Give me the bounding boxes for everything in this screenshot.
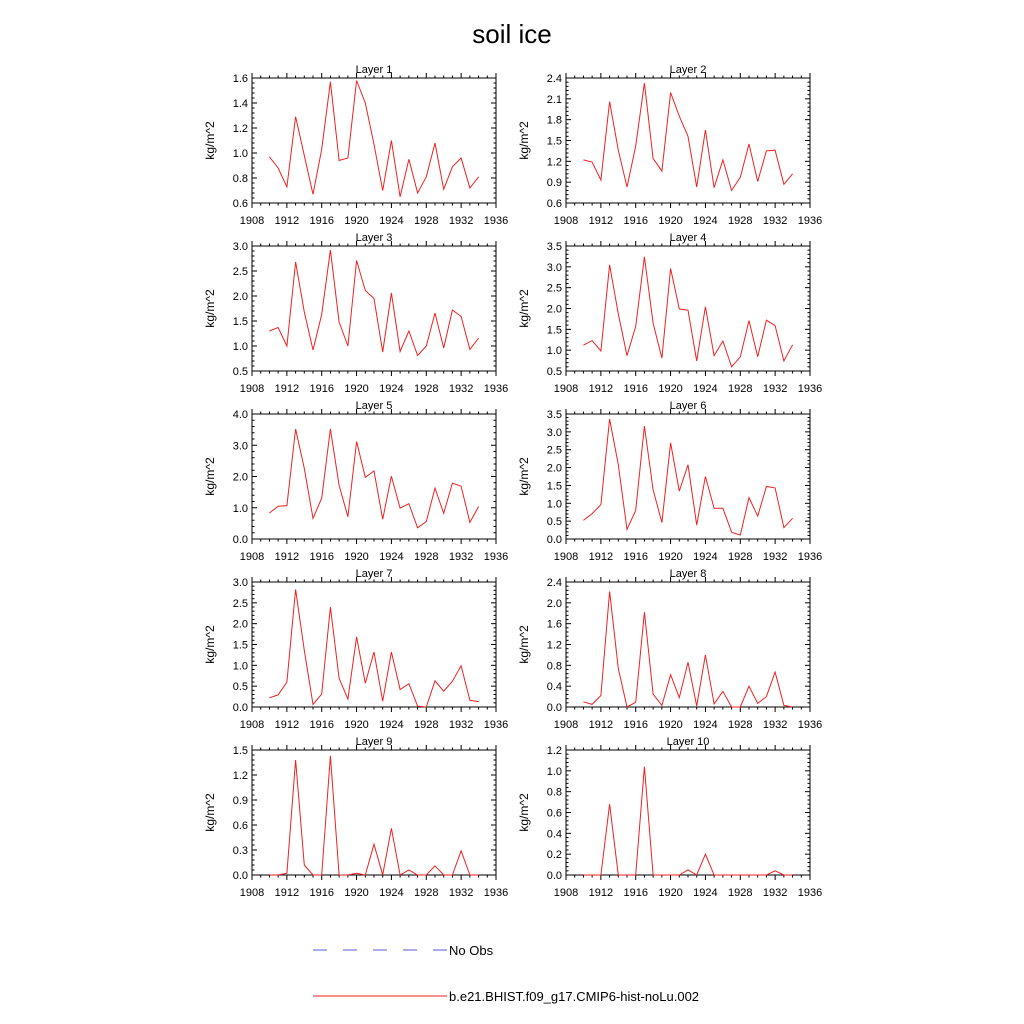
y-tick-label: 4.0 <box>232 409 248 421</box>
x-tick-label: 1928 <box>728 215 753 227</box>
x-tick-label: 1920 <box>658 551 683 563</box>
y-tick-label: 0.6 <box>546 807 562 820</box>
y-tick-label: 2.0 <box>546 303 562 316</box>
x-tick-label: 1936 <box>797 215 823 227</box>
legend-model-label: b.e21.BHIST.f09_g17.CMIP6-hist-noLu.002 <box>449 989 700 1004</box>
y-tick-label: 0.0 <box>232 870 248 882</box>
y-tick-label: 1.6 <box>232 73 248 85</box>
y-axis-label: kg/m^2 <box>203 793 217 832</box>
x-tick-label: 1936 <box>797 719 823 731</box>
series-line <box>269 590 478 708</box>
x-tick-label: 1936 <box>483 215 509 227</box>
y-tick-label: 1.2 <box>232 770 248 782</box>
y-tick-label: 2.0 <box>232 618 248 631</box>
x-tick-label: 1916 <box>309 719 334 731</box>
y-tick-label: 0.6 <box>232 198 248 210</box>
series-line <box>583 419 792 535</box>
x-tick-label: 1916 <box>309 887 334 899</box>
x-tick-label: 1928 <box>728 383 753 395</box>
legend <box>313 943 699 1004</box>
y-tick-label: 1.0 <box>546 765 562 778</box>
x-tick-label: 1924 <box>693 719 718 731</box>
x-tick-label: 1936 <box>797 887 823 899</box>
y-tick-label: 0.6 <box>232 820 248 832</box>
y-tick-label: 1.5 <box>232 316 248 328</box>
x-tick-label: 1912 <box>588 551 614 563</box>
x-tick-label: 1924 <box>693 551 718 563</box>
x-tick-label: 1936 <box>483 719 509 731</box>
y-axis-label: kg/m^2 <box>203 121 217 160</box>
panel-frame <box>252 582 496 707</box>
x-tick-label: 1916 <box>623 551 648 563</box>
panel-frame <box>252 78 496 203</box>
x-tick-label: 1932 <box>762 887 788 899</box>
y-tick-label: 2.0 <box>232 471 248 484</box>
x-tick-label: 1928 <box>414 551 439 563</box>
x-tick-label: 1908 <box>553 887 579 899</box>
x-tick-label: 1912 <box>274 551 300 563</box>
y-tick-label: 0.5 <box>232 366 248 378</box>
x-tick-label: 1932 <box>448 887 474 899</box>
y-axis-label: kg/m^2 <box>203 625 217 664</box>
y-tick-label: 0.8 <box>546 786 562 799</box>
x-tick-label: 1928 <box>414 383 439 395</box>
y-tick-label: 1.5 <box>546 324 562 337</box>
x-tick-label: 1912 <box>588 719 614 731</box>
y-tick-label: 2.5 <box>546 444 562 457</box>
panel-frame <box>252 414 496 539</box>
y-tick-label: 1.0 <box>232 148 248 160</box>
x-tick-label: 1932 <box>762 215 788 227</box>
y-tick-label: 2.0 <box>546 462 562 475</box>
x-tick-label: 1920 <box>658 383 683 395</box>
x-tick-label: 1912 <box>274 719 300 731</box>
x-tick-label: 1924 <box>379 215 404 227</box>
x-tick-label: 1912 <box>274 215 300 227</box>
legend-obs-label: No Obs <box>449 943 494 958</box>
y-tick-label: 1.5 <box>546 480 562 493</box>
x-tick-label: 1932 <box>762 383 788 395</box>
x-tick-label: 1920 <box>658 719 683 731</box>
x-tick-label: 1928 <box>414 719 439 731</box>
x-tick-label: 1912 <box>588 887 614 899</box>
panel-frame <box>566 78 810 203</box>
y-tick-label: 0.5 <box>546 366 562 378</box>
y-tick-label: 0.0 <box>232 702 248 714</box>
x-tick-label: 1936 <box>797 383 823 395</box>
y-tick-label: 1.5 <box>232 639 248 652</box>
x-tick-label: 1908 <box>239 719 265 731</box>
y-tick-label: 1.2 <box>546 745 562 757</box>
x-tick-label: 1928 <box>728 551 753 563</box>
y-tick-label: 3.5 <box>546 241 562 253</box>
y-tick-label: 0.0 <box>232 534 248 546</box>
x-tick-label: 1924 <box>379 383 404 395</box>
x-tick-label: 1928 <box>728 887 753 899</box>
x-tick-label: 1912 <box>588 215 614 227</box>
y-tick-label: 0.4 <box>546 681 562 694</box>
y-axis-label: kg/m^2 <box>517 457 531 496</box>
panels <box>203 64 822 899</box>
series-line <box>269 250 478 356</box>
x-tick-label: 1932 <box>448 383 474 395</box>
y-tick-label: 1.2 <box>232 123 248 135</box>
x-tick-label: 1916 <box>623 887 648 899</box>
y-axis-label: kg/m^2 <box>517 289 531 328</box>
panel-layer-4 <box>517 232 822 395</box>
y-tick-label: 1.6 <box>546 618 562 631</box>
panel-frame <box>566 750 810 875</box>
y-tick-label: 0.2 <box>546 849 562 862</box>
x-tick-label: 1936 <box>797 551 823 563</box>
x-tick-label: 1908 <box>239 383 265 395</box>
y-tick-label: 1.2 <box>546 156 562 169</box>
panel-title: Layer 1 <box>355 64 393 76</box>
panel-title: Layer 3 <box>355 232 393 244</box>
x-tick-label: 1908 <box>553 383 579 395</box>
panel-layer-7 <box>203 568 508 731</box>
x-tick-label: 1936 <box>483 383 509 395</box>
x-tick-label: 1916 <box>623 383 648 395</box>
x-tick-label: 1932 <box>762 719 788 731</box>
x-tick-label: 1908 <box>553 551 579 563</box>
x-tick-label: 1916 <box>309 551 334 563</box>
x-tick-label: 1916 <box>623 215 648 227</box>
y-tick-label: 1.0 <box>232 502 248 515</box>
y-tick-label: 0.8 <box>232 173 248 185</box>
y-tick-label: 0.6 <box>546 198 562 210</box>
series-line <box>583 591 792 707</box>
panel-title: Layer 4 <box>669 232 707 244</box>
y-tick-label: 3.0 <box>232 440 248 453</box>
y-axis-label: kg/m^2 <box>517 793 531 832</box>
panel-title: Layer 5 <box>355 400 393 412</box>
panel-title: Layer 2 <box>669 64 707 76</box>
panel-layer-1 <box>203 64 508 227</box>
y-tick-label: 1.5 <box>546 135 562 148</box>
x-tick-label: 1920 <box>658 887 683 899</box>
panel-title: Layer 9 <box>355 736 393 748</box>
x-tick-label: 1932 <box>448 551 474 563</box>
x-tick-label: 1928 <box>414 887 439 899</box>
y-tick-label: 2.4 <box>546 73 562 85</box>
y-tick-label: 2.1 <box>546 93 562 106</box>
x-tick-label: 1912 <box>588 383 614 395</box>
x-tick-label: 1912 <box>274 383 300 395</box>
x-tick-label: 1920 <box>344 551 369 563</box>
y-tick-label: 0.0 <box>546 870 562 882</box>
y-tick-label: 1.2 <box>546 639 562 652</box>
x-tick-label: 1916 <box>309 215 334 227</box>
y-tick-label: 1.0 <box>232 341 248 353</box>
x-tick-label: 1936 <box>483 551 509 563</box>
y-axis-label: kg/m^2 <box>203 457 217 496</box>
panel-layer-6 <box>517 400 822 563</box>
y-tick-label: 1.0 <box>546 345 562 358</box>
y-tick-label: 1.5 <box>232 745 248 757</box>
y-tick-label: 0.5 <box>546 516 562 529</box>
x-tick-label: 1908 <box>239 215 265 227</box>
series-line <box>269 429 478 528</box>
x-tick-label: 1908 <box>553 719 579 731</box>
x-tick-label: 1920 <box>658 215 683 227</box>
y-tick-label: 3.5 <box>546 409 562 421</box>
series-line <box>583 83 792 191</box>
y-tick-label: 0.8 <box>546 660 562 673</box>
panel-title: Layer 6 <box>669 400 707 412</box>
x-tick-label: 1924 <box>693 215 718 227</box>
x-tick-label: 1908 <box>239 887 265 899</box>
panel-layer-5 <box>203 400 508 563</box>
y-tick-label: 3.0 <box>232 241 248 253</box>
panel-layer-10 <box>517 736 822 899</box>
panel-layer-2 <box>517 64 822 227</box>
x-tick-label: 1920 <box>344 719 369 731</box>
y-tick-label: 0.9 <box>232 795 248 807</box>
y-tick-label: 2.4 <box>546 577 562 589</box>
y-axis-label: kg/m^2 <box>517 121 531 160</box>
y-tick-label: 3.0 <box>232 577 248 589</box>
y-axis-label: kg/m^2 <box>517 625 531 664</box>
x-tick-label: 1916 <box>623 719 648 731</box>
y-tick-label: 1.8 <box>546 114 562 127</box>
y-tick-label: 0.0 <box>546 534 562 546</box>
y-tick-label: 1.4 <box>232 98 248 110</box>
panel-title: Layer 8 <box>669 568 707 580</box>
x-tick-label: 1912 <box>274 887 300 899</box>
y-tick-label: 2.0 <box>546 597 562 610</box>
x-tick-label: 1920 <box>344 887 369 899</box>
y-tick-label: 0.9 <box>546 177 562 190</box>
y-tick-label: 0.0 <box>546 702 562 714</box>
y-tick-label: 2.5 <box>232 597 248 610</box>
y-tick-label: 0.3 <box>232 845 248 857</box>
y-tick-label: 1.0 <box>232 660 248 673</box>
x-tick-label: 1932 <box>448 719 474 731</box>
panel-layer-9 <box>203 736 508 899</box>
x-tick-label: 1920 <box>344 383 369 395</box>
figure-title: soil ice <box>472 19 552 49</box>
series-line <box>269 81 478 197</box>
x-tick-label: 1936 <box>483 887 509 899</box>
x-tick-label: 1928 <box>414 215 439 227</box>
series-line <box>583 767 792 875</box>
panel-layer-8 <box>517 568 822 731</box>
x-tick-label: 1932 <box>448 215 474 227</box>
x-tick-label: 1924 <box>693 383 718 395</box>
y-tick-label: 3.0 <box>546 261 562 274</box>
y-tick-label: 0.5 <box>232 681 248 694</box>
y-tick-label: 2.0 <box>232 291 248 303</box>
x-tick-label: 1924 <box>379 887 404 899</box>
y-tick-label: 2.5 <box>232 266 248 278</box>
panel-frame <box>566 414 810 539</box>
x-tick-label: 1920 <box>344 215 369 227</box>
y-tick-label: 2.5 <box>546 282 562 295</box>
panel-layer-3 <box>203 232 508 395</box>
x-tick-label: 1916 <box>309 383 334 395</box>
series-line <box>269 756 478 875</box>
x-tick-label: 1908 <box>239 551 265 563</box>
y-axis-label: kg/m^2 <box>203 289 217 328</box>
panel-frame <box>566 582 810 707</box>
series-line <box>583 257 792 367</box>
y-tick-label: 3.0 <box>546 426 562 439</box>
y-tick-label: 1.0 <box>546 498 562 511</box>
panel-frame <box>252 246 496 371</box>
x-tick-label: 1932 <box>762 551 788 563</box>
y-tick-label: 0.4 <box>546 828 562 841</box>
x-tick-label: 1924 <box>379 719 404 731</box>
x-tick-label: 1924 <box>693 887 718 899</box>
x-tick-label: 1908 <box>553 215 579 227</box>
panel-title: Layer 10 <box>666 736 710 748</box>
panel-frame <box>566 246 810 371</box>
x-tick-label: 1928 <box>728 719 753 731</box>
panel-title: Layer 7 <box>355 568 393 580</box>
x-tick-label: 1924 <box>379 551 404 563</box>
